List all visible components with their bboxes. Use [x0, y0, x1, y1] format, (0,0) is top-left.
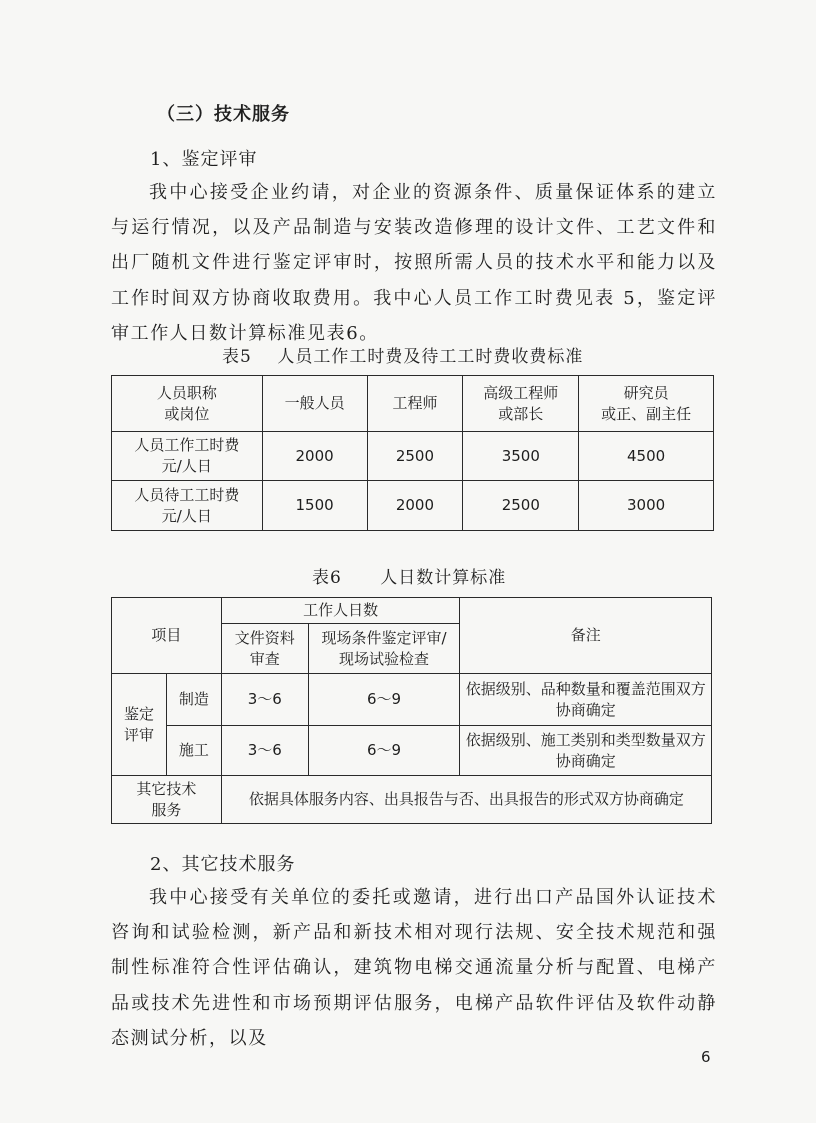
section-heading: （三）技术服务: [157, 104, 290, 125]
table5-cell: 2500: [367, 432, 463, 481]
table5-row-label: 人员工作工时费 元/人日: [112, 432, 263, 481]
paragraph-appraisal: 我中心接受企业约请，对企业的资源条件、质量保证体系的建立与运行情况，以及产品制造与安装改造修理的设计文件、工艺文件和出厂随机文件进行鉴定评审时，按照所需人员的技术水平和能力以及工作时间双方协商收取费用。我中心人员工作工时费见表 5，鉴定评审工作人日数计算标准见表6。: [111, 182, 717, 344]
table5-header-cell: 人员职称 或岗位: [112, 376, 263, 432]
table5-cell: 2000: [367, 481, 463, 531]
table6-header-item: 项目: [112, 598, 222, 674]
table6-cell: 3～6: [221, 726, 308, 776]
table5-header-row: [112, 376, 714, 432]
table5-header-cell: 工程师: [367, 376, 463, 432]
table-row: [112, 432, 714, 481]
table5-cell: 4500: [579, 432, 714, 481]
table5-header-cell: 高级工程师 或部长: [463, 376, 579, 432]
table5-cell: 3000: [579, 481, 714, 531]
subsection-heading-other-services: 2、其它技术服务: [150, 854, 296, 875]
table6-row-label: 制造: [166, 674, 221, 726]
table-row: [112, 674, 712, 726]
table5-cell: 2000: [262, 432, 367, 481]
table-row: [112, 726, 712, 776]
table5-fee-standard: [111, 375, 714, 531]
page-number: 6: [701, 1048, 711, 1066]
table6-row-label-other: 其它技术 服务: [112, 776, 222, 824]
table5-row-label: 人员待工工时费 元/人日: [112, 481, 263, 531]
table6-cell: 6～9: [308, 726, 460, 776]
table6-cell: 6～9: [308, 674, 460, 726]
table6-group-appraisal: 鉴定 评审: [112, 674, 167, 776]
table6-note: 依据级别、施工类别和类型数量双方协商确定: [460, 726, 712, 776]
table6-header-note: 备注: [460, 598, 712, 674]
table5-cell: 2500: [463, 481, 579, 531]
paragraph-other-services: 我中心接受有关单位的委托或邀请，进行出口产品国外认证技术咨询和试验检测，新产品和新技术相对现行法规、安全技术规范和强制性标准符合性评估确认，建筑物电梯交通流量分析与配置、电梯产品或技术先进性和市场预期评估服务，电梯产品软件评估及软件动静态测试分析，以及: [111, 887, 717, 1049]
table6-caption: 表6 人日数计算标准: [312, 568, 507, 588]
table6-header-site-review: 现场条件鉴定评审/ 现场试验检查: [308, 624, 460, 674]
table6-note-other: 依据具体服务内容、出具报告与否、出具报告的形式双方协商确定: [221, 776, 711, 824]
table5-header-cell: 研究员 或正、副主任: [579, 376, 714, 432]
table6-header-doc-review: 文件资料 审查: [221, 624, 308, 674]
table6-note: 依据级别、品种数量和覆盖范围双方协商确定: [460, 674, 712, 726]
table6-row-label: 施工: [166, 726, 221, 776]
table6-header-workdays: 工作人日数: [221, 598, 460, 624]
table5-header-cell: 一般人员: [262, 376, 367, 432]
table5-caption: 表5 人员工作工时费及待工工时费收费标准: [222, 347, 584, 367]
table6-person-days-standard: [111, 597, 712, 824]
table5-cell: 1500: [262, 481, 367, 531]
table5-cell: 3500: [463, 432, 579, 481]
table-row: [112, 481, 714, 531]
table-row: [112, 776, 712, 824]
subsection-heading-appraisal: 1、鉴定评审: [150, 149, 258, 170]
table6-cell: 3～6: [221, 674, 308, 726]
